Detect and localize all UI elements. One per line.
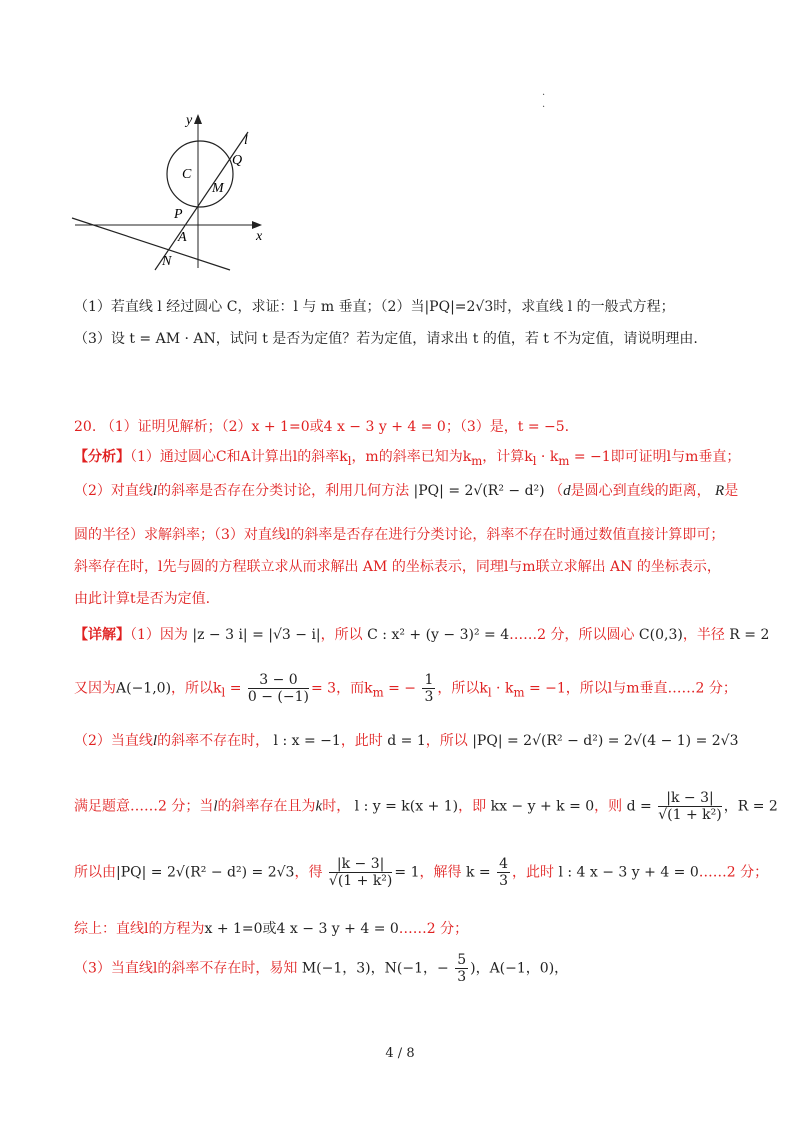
- circle-c: [167, 141, 233, 207]
- label-p: P: [174, 207, 183, 222]
- detail-line-7: （3）当直线l的斜率不存在时，易知 M(−1，3)，N(−1，− $\frac{5}{3}$ )，A(−1，0)，: [74, 952, 569, 985]
- label-l: l: [244, 133, 248, 148]
- detail-tag: 【详解】: [74, 627, 130, 643]
- answer-summary: [74, 416, 569, 436]
- detail-line-4: 满足题意……2 分；当l的斜率存在且为k时， l : y = k(x + 1)，即 kx − y + k = 0，则 d = $\frac{|k - 3|}{\text{√(1 + k²)}}$ ，R = 2: [74, 790, 778, 823]
- fraction-slope: $\frac{3 - 0}{0 - (-1)}$: [247, 672, 309, 705]
- analysis-tag: 【分析】: [74, 449, 130, 465]
- analysis-line-1: 【分析】（1）通过圆心C和A计算出l的斜率$k_l$，m的斜率已知为$k_m$，计算$k_l \cdot k_m = -1$即可证明l与m垂直；: [74, 449, 741, 468]
- analysis-line-5: 由此计算t是否为定值.: [74, 591, 211, 607]
- analysis-line-3: 圆的半径）求解斜率；（3）对直线l的斜率是否存在进行分类讨论，斜率不存在时通过数值直接计算即可；: [74, 527, 725, 543]
- analysis-line-4: 斜率存在时，l先与圆的方程联立求从而求解出 AM 的坐标表示，同理l与m联立求解出 AN 的坐标表示，: [74, 559, 721, 575]
- fraction-distance: $\frac{|k - 3|}{\text{√(1 + k²)}}$: [658, 790, 722, 823]
- page-number: 4 / 8: [385, 1046, 415, 1061]
- label-x: x: [256, 229, 263, 244]
- stray-mark: ·: [542, 90, 546, 101]
- detail-line-2: 又因为A(−1,0)，所以$k_l$ = $\frac{3 - 0}{0 - (-1)}$ = 3，而$k_m$ = − $\frac{1}{3}$ ，所以$k_l \cdot k_m = -1$，所以l与m垂直……2 分；: [74, 672, 737, 705]
- detail-line-1: 【详解】（1）因为 |z − 3 i| = |√3 − i|，所以 C : x² + (y − 3)² = 4……2 分，所以圆心 C(0,3)，半径 R = 2: [74, 627, 770, 643]
- fraction-equation: $\frac{|k - 3|}{\text{√(1 + k²)}}$: [328, 856, 393, 889]
- detail-line-5: 所以由|PQ| = 2√(R² − d²) = 2√3，得 $\frac{|k - 3|}{\text{√(1 + k²)}}$ = 1，解得 k = $\frac{4}{3}$ ，此时 l : 4 x − 3 y + 4 = 0……2 分；: [74, 856, 769, 889]
- label-c: C: [182, 167, 192, 182]
- y-axis-arrow: [194, 114, 202, 124]
- label-n: N: [162, 254, 172, 269]
- detail-line-6: 综上：直线l的方程为x + 1=0或4 x − 3 y + 4 = 0……2 分；: [74, 921, 469, 937]
- question-number: 20.: [74, 419, 97, 435]
- label-y: y: [186, 113, 193, 128]
- stray-mark: ·: [542, 102, 546, 113]
- detail-line-3: （2）当直线l的斜率不存在时， l : x = −1，此时 d = 1，所以 |PQ| = 2√(R² − d²) = 2√(4 − 1) = 2√3: [74, 733, 739, 749]
- label-a: A: [178, 230, 187, 245]
- x-axis-arrow: [252, 221, 262, 229]
- label-m: M: [212, 181, 224, 196]
- fraction-one-third: $\frac{1}{3}$: [424, 672, 434, 705]
- label-q: Q: [232, 153, 243, 168]
- answer-text: （1）证明见解析；（2）x + 1=0或4 x − 3 y + 4 = 0；（3）是，t = −5.: [100, 419, 570, 435]
- line-m: [72, 218, 230, 270]
- fraction-five-thirds: $\frac{5}{3}$: [457, 952, 467, 985]
- analysis-line-2: （2）对直线l的斜率是否存在分类讨论，利用几何方法 |PQ| = 2√(R² − d²) （d是圆心到直线的距离， R是: [74, 483, 739, 499]
- fraction-four-thirds: $\frac{4}{3}$: [499, 856, 508, 889]
- formula-pq: |PQ| = 2√(R² − d²): [413, 483, 545, 499]
- question-line-3: （3）设 t = AM · AN，试问 t 是否为定值？若为定值，请求出 t 的值，若 t 不为定值，请说明理由.: [74, 331, 698, 347]
- question-line-1: （1）若直线 l 经过圆心 C，求证：l 与 m 垂直；（2）当|PQ|=2√3时，求直线 l 的一般式方程；: [74, 299, 675, 315]
- geometry-figure: [70, 108, 270, 278]
